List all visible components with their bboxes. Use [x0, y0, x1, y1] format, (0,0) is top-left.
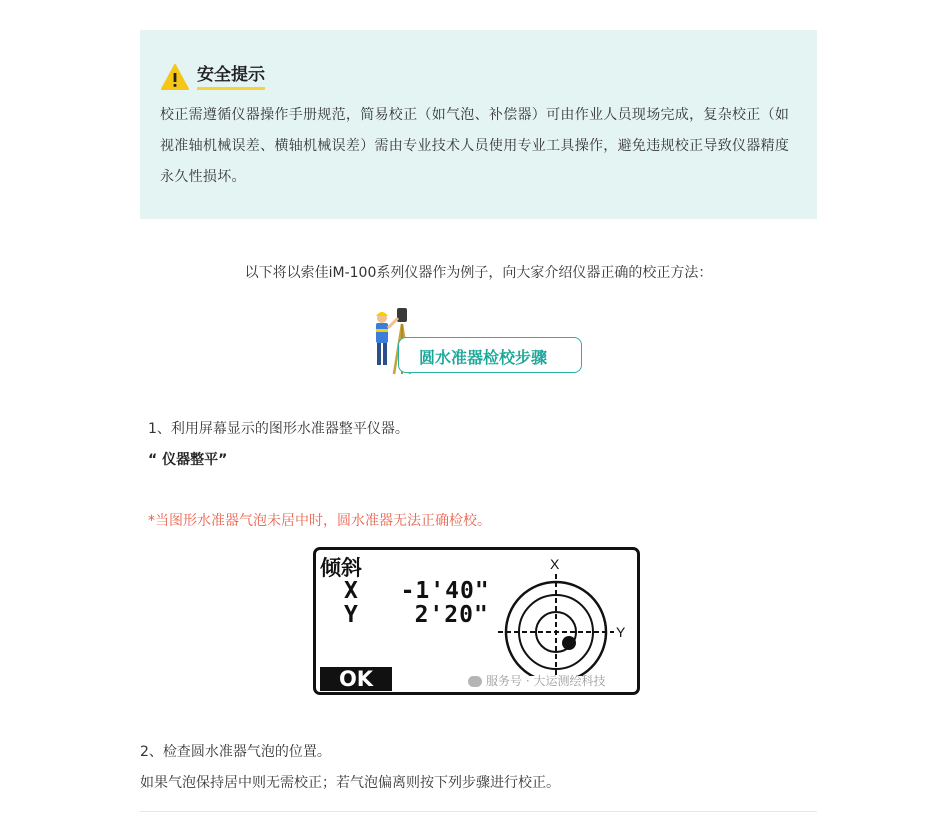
lcd-y-label: Y — [344, 602, 359, 628]
axis-x-label: X — [550, 556, 560, 572]
step-banner — [370, 304, 585, 376]
lcd-y-value: 2'20" — [414, 602, 489, 628]
lcd-screen — [313, 547, 640, 695]
lcd-y-row — [344, 602, 489, 628]
warning-icon — [160, 62, 190, 92]
safety-title: 安全提示 — [197, 64, 265, 90]
step1-text: 1、利用屏幕显示的图形水准器整平仪器。 — [148, 421, 409, 437]
warning-note: *当图形水准器气泡未居中时，圆水准器无法正确检校。 — [148, 513, 491, 529]
lcd-title: 倾斜 — [320, 556, 362, 580]
step-tag-label: 圆水准器检校步骤 — [419, 348, 548, 367]
lcd-x-label: X — [344, 578, 359, 604]
lcd-x-row — [344, 578, 490, 604]
step2-detail: 如果气泡保持居中则无需校正；若气泡偏离则按下列步骤进行校正。 — [140, 775, 560, 791]
graphic-level — [488, 556, 638, 676]
lcd-x-value: -1'40" — [400, 578, 490, 604]
safety-text: 校正需遵循仪器操作手册规范，简易校正（如气泡、补偿器）可由作业人员现场完成，复杂校正（如视准轴机械误差、横轴机械误差）需由专业技术人员使用专业工具操作，避免违规校正导致仪器精度永久性损坏。 — [160, 107, 790, 185]
safety-tip-box — [140, 30, 817, 219]
watermark — [468, 672, 605, 689]
axis-y-label: Y — [616, 624, 626, 640]
wechat-icon — [468, 676, 482, 687]
intro-text: 以下将以索佳iM-100系列仪器作为例子，向大家介绍仪器正确的校正方法： — [244, 265, 713, 281]
step2-text: 2、检查圆水准器气泡的位置。 — [140, 744, 331, 760]
lcd-ok-button: OK — [320, 667, 392, 691]
safety-header — [160, 62, 797, 92]
bubble — [562, 636, 576, 650]
step1-caption: “ 仪器整平” — [148, 452, 228, 468]
watermark-text: 服务号 · 大运测绘科技 — [486, 674, 606, 688]
step-tag — [398, 337, 582, 373]
divider — [140, 811, 817, 812]
